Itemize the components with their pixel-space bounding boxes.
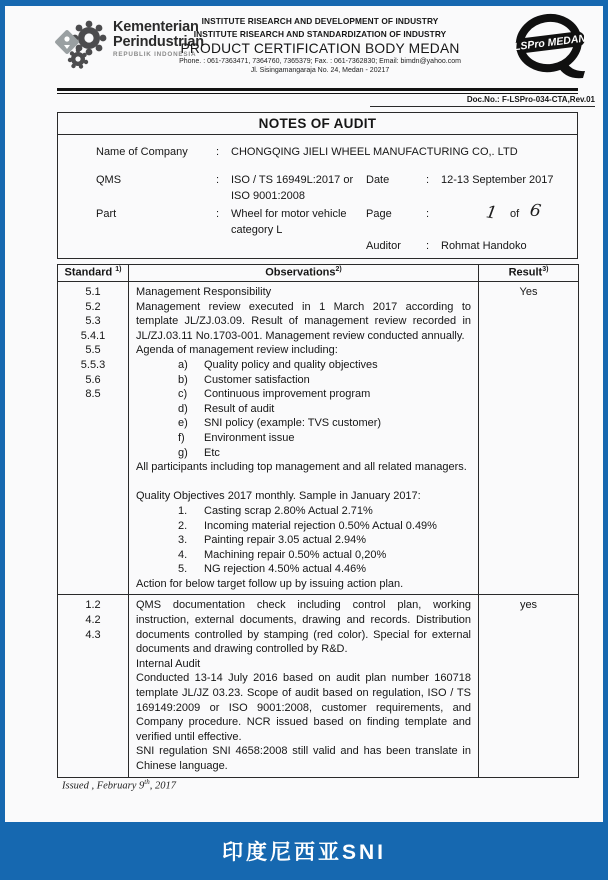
qms-colon: : — [216, 174, 220, 186]
date-colon: : — [426, 174, 430, 186]
standard-clause-number: 5.5.3 — [80, 358, 106, 371]
column-header-observations: Observations$^{2)}$ — [129, 265, 479, 282]
standard-clause-number: 8.5 — [85, 388, 101, 401]
letterhead — [5, 10, 603, 90]
observation-paragraph: Management review executed in 1 March 2017 according to template JL/ZJ.03.09. Result of management review recorded in JL/ZJ.03.11 No.1703-001. Management review conducted annually. — [136, 300, 471, 342]
address-line: Jl. Sisingamangaraja No. 24, Medan - 20217 — [250, 67, 390, 74]
standard-cell — [58, 595, 129, 777]
list-marker: g) — [178, 446, 188, 459]
standard-clause-number: 1.2 — [85, 599, 101, 612]
table-row — [58, 595, 579, 777]
bottom-banner — [0, 822, 608, 880]
company-label: Name of Company — [96, 146, 188, 158]
institute-line2: INSTITUTE RISEARCH AND STANDARDIZATION OF INDUSTRY — [193, 29, 447, 39]
standard-clause-number: 5.3 — [85, 315, 101, 328]
standard-footnote-sup: 1) — [115, 266, 122, 273]
observation-blank-line — [136, 475, 471, 490]
observation-list-item — [136, 416, 471, 431]
observation-list-item — [136, 562, 471, 577]
list-item-text: Painting repair 3.05 actual 2.94% — [204, 534, 367, 547]
observation-list-item — [136, 358, 471, 373]
document-title: NOTES OF AUDIT — [58, 113, 577, 135]
observation-list-item — [136, 504, 471, 519]
standard-clause-number: 4.3 — [85, 628, 101, 641]
notes-of-audit-box — [57, 112, 578, 259]
company-value: CHONGQING JIELI WHEEL MANUFACTURING CO,. LTD — [231, 146, 518, 158]
banner-caption: 印度尼西亚SNI — [221, 841, 386, 864]
observation-list-item — [136, 373, 471, 388]
header-divider — [57, 88, 578, 94]
standard-clause-number: 5.2 — [85, 300, 101, 313]
standard-clause-number: 4.2 — [85, 614, 101, 627]
list-item-text: Result of audit — [204, 402, 275, 415]
company-colon: : — [216, 146, 220, 158]
part-value-line2: category L — [231, 224, 283, 236]
column-header-result: Result$^{3)}$ — [479, 265, 579, 282]
ministry-name-line2: Perindustrian — [113, 33, 204, 50]
ministry-subtitle: REPUBLIK INDONESIA — [113, 50, 197, 58]
observation-list-item — [136, 548, 471, 563]
lspro-logo-text: LSPro MEDAN — [513, 32, 587, 54]
certification-body-name: PRODUCT CERTIFICATION BODY MEDAN — [180, 41, 460, 56]
observation-list-item — [136, 533, 471, 548]
standard-cell — [58, 282, 129, 595]
observation-list-item — [136, 402, 471, 417]
result-cell: Yes — [479, 282, 579, 595]
list-marker: c) — [178, 388, 188, 401]
table-header-row — [58, 265, 579, 282]
institute-header-block — [175, 16, 465, 74]
observation-paragraph: Internal Audit — [136, 657, 201, 670]
page-current-handwritten: 1 — [484, 202, 499, 224]
auditor-value: Rohmat Handoko — [441, 240, 527, 252]
part-value-line1: Wheel for motor vehicle — [231, 208, 347, 220]
list-marker: 3. — [178, 534, 188, 547]
page-total-handwritten: 6 — [528, 200, 543, 222]
issued-ordinal-sup: th — [144, 778, 150, 786]
list-item-text: SNI policy (example: TVS customer) — [204, 417, 382, 430]
observation-paragraph: Conducted 13-14 July 2016 based on audit plan number 160718 template JL/JZ 03.23. Scope of audit based on regulation, ISO / TS 169149:2009 or ISO 9001:2008, customer requirements, and Company procedure. NCR issued based on finding template and verified until effective. — [136, 672, 471, 743]
date-value: 12-13 September 2017 — [441, 174, 554, 186]
auditor-label: Auditor — [366, 240, 401, 252]
list-marker: 4. — [178, 548, 188, 561]
page-label: Page — [366, 208, 392, 220]
list-item-text: NG rejection 4.50% actual 4.46% — [204, 563, 367, 576]
part-colon: : — [216, 208, 220, 220]
observation-list-item — [136, 431, 471, 446]
observation-paragraph: All participants including top management and all related managers. — [136, 461, 467, 474]
date-label: Date — [366, 174, 390, 186]
institute-line1: INSTITUTE RISEARCH AND DEVELOPMENT OF INDUSTRY — [201, 16, 439, 26]
observation-paragraph: Agenda of management review including: — [136, 344, 338, 357]
result-cell: yes — [479, 595, 579, 777]
observation-list-item — [136, 387, 471, 402]
part-label: Part — [96, 208, 117, 220]
doc-number: Doc.No.: F-LSPro-034-CTA,Rev.01 — [370, 95, 595, 107]
list-item-text: Customer satisfaction — [204, 373, 310, 386]
observation-list-item — [136, 446, 471, 461]
observations-cell — [129, 282, 479, 595]
observation-paragraph: QMS documentation check including control plan, working instruction, external documents, drawing and records. Distribution documents controlled by stamping (red color). Special for external documents and drawing controlled by R&D. — [136, 599, 471, 656]
list-marker: 5. — [178, 563, 188, 576]
ministry-name-line1: Kementerian — [113, 19, 199, 35]
scan-border-right — [603, 0, 608, 880]
list-marker: f) — [178, 431, 185, 444]
list-item-text: Machining repair 0.50% actual 0,20% — [204, 548, 387, 561]
observation-paragraph: Quality Objectives 2017 monthly. Sample in January 2017: — [136, 490, 421, 503]
list-item-text: Casting scrap 2.80% Actual 2.71% — [204, 504, 373, 517]
list-marker: 2. — [178, 519, 188, 532]
list-item-text: Etc — [204, 446, 220, 459]
qms-label: QMS — [96, 174, 122, 186]
auditor-colon: : — [426, 240, 430, 252]
standard-clause-number: 5.4.1 — [80, 329, 106, 342]
scan-border-top — [0, 0, 608, 6]
list-item-text: Quality policy and quality objectives — [204, 358, 378, 371]
standard-clause-number: 5.5 — [85, 344, 101, 357]
observation-list-item — [136, 519, 471, 534]
contact-line: Phone. : 061-7363471, 7364760, 7365379; Fax. : 061-7362830; Email: bimdn@yahoo.com — [179, 58, 461, 65]
list-marker: e) — [178, 417, 188, 430]
list-item-text: Incoming material rejection 0.50% Actual 0.49% — [204, 519, 437, 532]
issued-tail: , 2017 — [149, 780, 176, 792]
observation-paragraph: Management Responsibility — [136, 286, 272, 298]
qms-value-line2: ISO 9001:2008 — [231, 190, 306, 202]
column-header-standard: Standard $^{1)}$ — [58, 265, 129, 282]
lspro-medan-logo-icon — [505, 10, 593, 86]
qms-value-line1: ISO / TS 16949L:2017 or — [231, 174, 354, 186]
table-row — [58, 282, 579, 595]
observations-cell — [129, 595, 479, 777]
observations-footnote-sup: 2) — [335, 266, 342, 273]
standard-clause-number: 5.1 — [85, 286, 101, 298]
issued-date-line — [62, 778, 176, 792]
standard-clause-number: 5.6 — [85, 373, 101, 386]
page-of-word: of — [510, 208, 520, 220]
result-footnote-sup: 3) — [542, 266, 549, 273]
scan-border-left — [0, 0, 5, 880]
list-marker: b) — [178, 373, 188, 386]
list-marker: 1. — [178, 504, 188, 517]
observation-paragraph: Action for below target follow up by issuing action plan. — [136, 577, 404, 590]
ministry-gear-logo-icon — [53, 18, 109, 74]
issued-lead: Issued , February 9 — [62, 780, 145, 792]
list-item-text: Environment issue — [204, 431, 295, 444]
audit-table — [57, 264, 579, 778]
audit-table-body — [58, 282, 579, 778]
list-item-text: Continuous improvement program — [204, 388, 371, 401]
list-marker: a) — [178, 358, 188, 371]
page-colon: : — [426, 208, 430, 220]
observation-paragraph: SNI regulation SNI 4658:2008 still valid and has been translate in Chinese language. — [136, 745, 471, 772]
list-marker: d) — [178, 402, 188, 415]
